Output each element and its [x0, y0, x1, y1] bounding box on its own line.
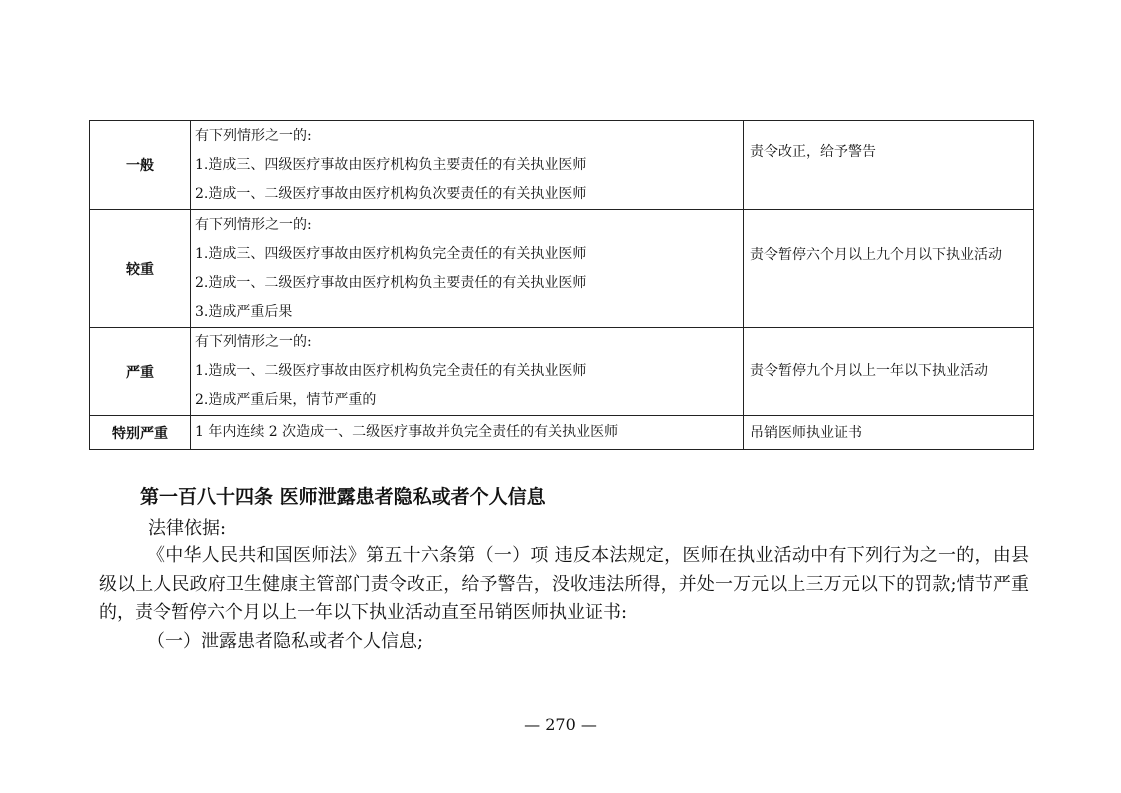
condition-line: 1.造成三、四级医疗事故由医疗机构负完全责任的有关执业医师 [195, 245, 587, 262]
condition-line: 2.造成一、二级医疗事故由医疗机构负主要责任的有关执业医师 [195, 274, 587, 291]
penalty-cell: 责令暂停六个月以上九个月以下执业活动 [744, 210, 1034, 328]
penalty-cell: 责令改正，给予警告 [744, 121, 1034, 210]
penalty-table [89, 120, 1034, 450]
conditions-cell [191, 416, 744, 450]
article-body [99, 542, 1029, 656]
condition-line: 2.造成严重后果，情节严重的 [195, 392, 377, 408]
table-row [90, 121, 1034, 210]
penalty-cell: 吊销医师执业证书 [744, 416, 1034, 450]
penalty-cell: 责令暂停九个月以上一年以下执业活动 [744, 328, 1034, 416]
level-cell: 严重 [90, 328, 191, 416]
table-row [90, 328, 1034, 416]
conditions-cell [191, 328, 744, 416]
condition-line: 有下列情形之一的: [195, 127, 312, 144]
body-paragraph: （一）泄露患者隐私或者个人信息; [147, 630, 424, 652]
legal-basis-label: 法律依据: [148, 518, 227, 539]
condition-line: 1 年内连续 2 次造成一、二级医疗事故并负完全责任的有关执业医师 [195, 424, 619, 440]
article-title: 第一百八十四条 医师泄露患者隐私或者个人信息 [140, 486, 546, 508]
level-cell: 特别严重 [90, 416, 191, 450]
level-cell: 较重 [90, 210, 191, 328]
conditions-cell [191, 210, 744, 328]
level-cell: 一般 [90, 121, 191, 210]
condition-line: 有下列情形之一的: [195, 216, 312, 233]
table-row [90, 210, 1034, 328]
table-row [90, 416, 1034, 450]
condition-line: 有下列情形之一的: [195, 334, 312, 350]
condition-line: 3.造成严重后果 [195, 303, 293, 320]
condition-line: 2.造成一、二级医疗事故由医疗机构负次要责任的有关执业医师 [195, 185, 587, 202]
conditions-cell [191, 121, 744, 210]
body-paragraph: 《中华人民共和国医师法》第五十六条第（一）项 违反本法规定，医师在执业活动中有下列行为之一的，由县级以上人民政府卫生健康主管部门责令改正，给予警告，没收违法所得，并处一万元以上三万元以下的罚款;情节严重的，责令暂停六个月以上一年以下执业活动直至吊销医师执业证书: [99, 545, 1029, 623]
page-number: — 270 — [524, 715, 597, 734]
condition-line: 1.造成三、四级医疗事故由医疗机构负主要责任的有关执业医师 [195, 156, 587, 173]
condition-line: 1.造成一、二级医疗事故由医疗机构负完全责任的有关执业医师 [195, 363, 587, 379]
